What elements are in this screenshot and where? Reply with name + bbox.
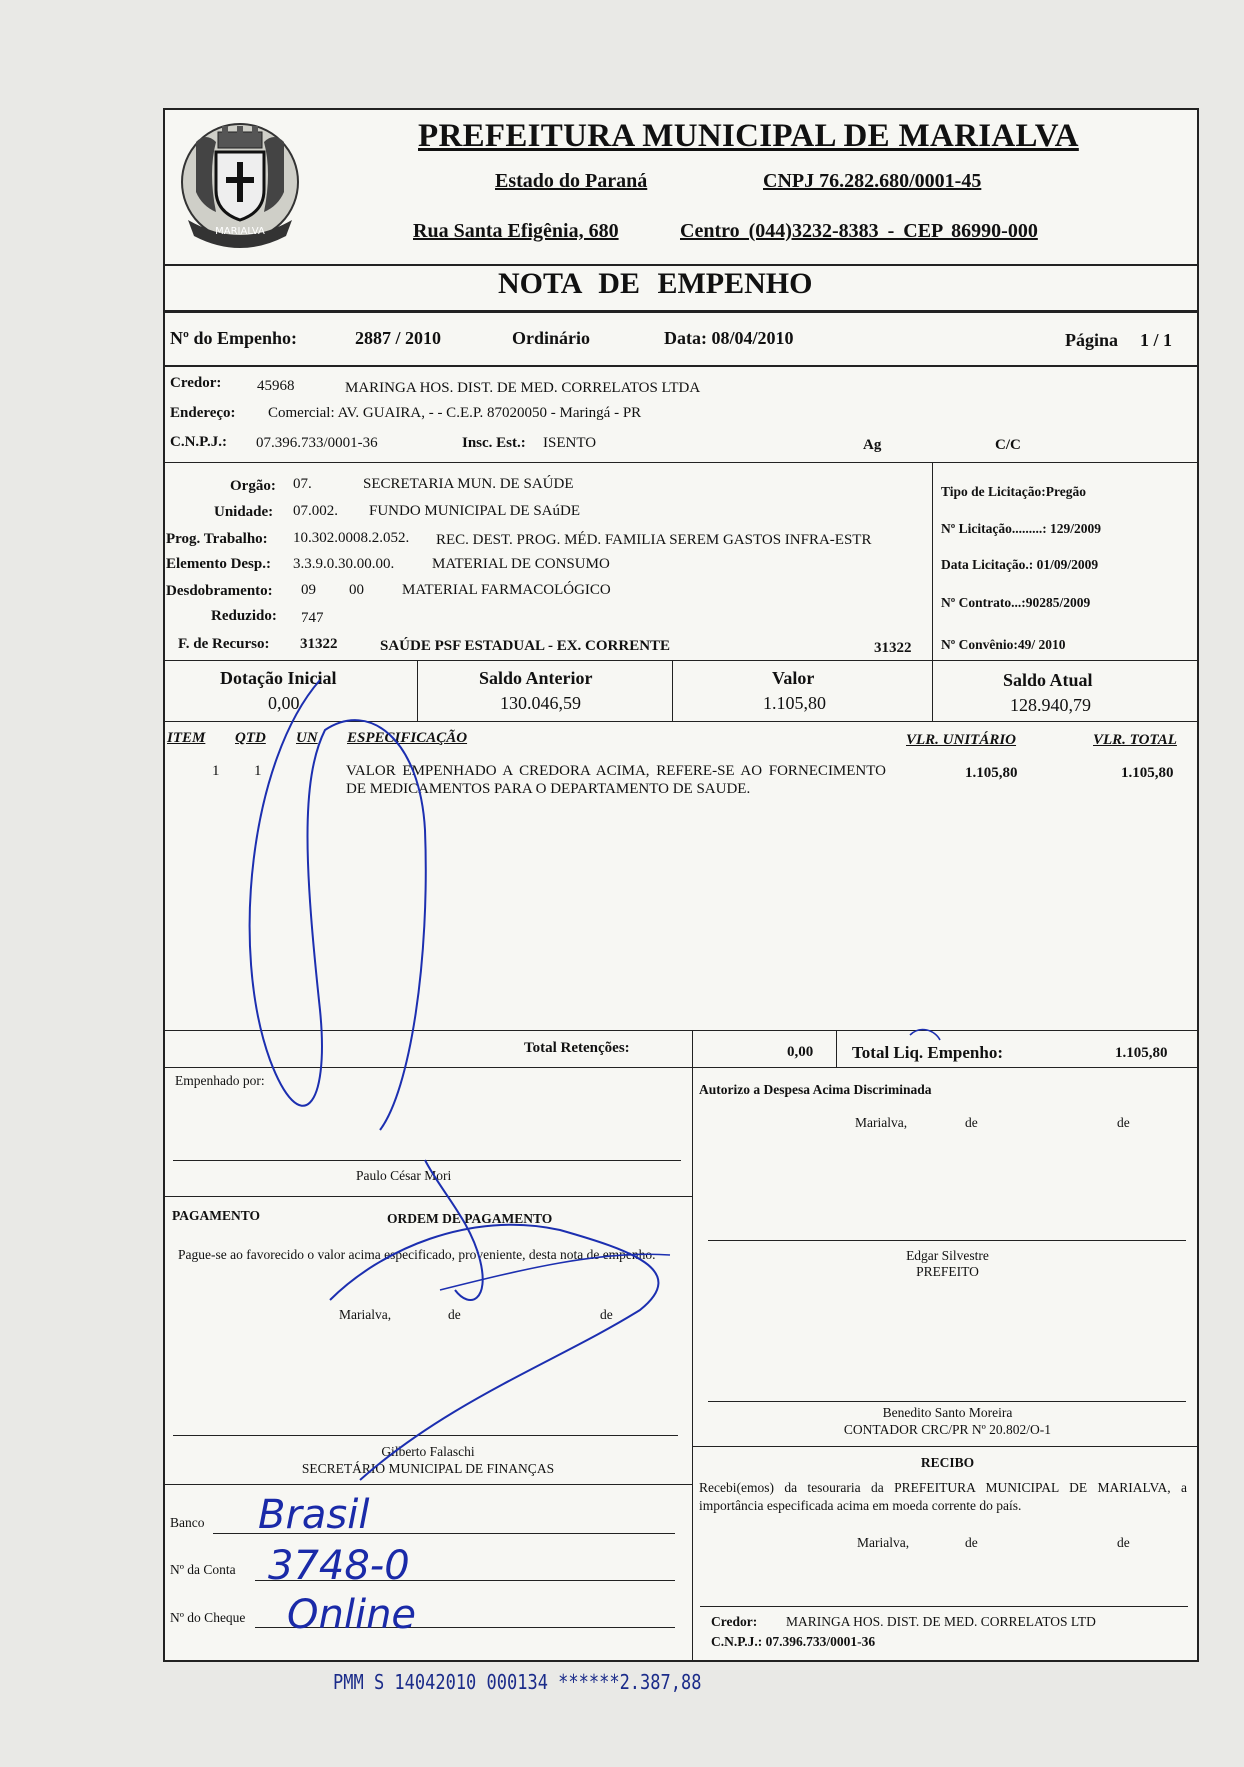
conta-label: Nº da Conta [170, 1562, 236, 1577]
licitacao-numero: Nº Licitação.........: 129/2009 [941, 521, 1102, 536]
pagamento-de-2: de [600, 1307, 613, 1322]
coat-of-arms-icon [166, 112, 314, 260]
row-item: 1 [212, 763, 220, 779]
ag-label: Ag [863, 437, 882, 453]
recurso-label: F. de Recurso: [178, 636, 270, 652]
liquido-label: Total Liq. Empenho: [852, 1043, 1003, 1062]
licitacao-data: Data Licitação.: 01/09/2009 [941, 557, 1099, 572]
unidade-label: Unidade: [214, 504, 274, 520]
orgao-label: Orgão: [230, 478, 276, 494]
prefeito-role: PREFEITO [916, 1264, 979, 1279]
conta-handwritten: 3748-0 [268, 1543, 410, 1589]
prog-name: REC. DEST. PROG. MÉD. FAMILIA SEREM GASTOS INFRA-ESTR [436, 532, 872, 548]
autorizo-de-1: de [965, 1115, 978, 1130]
org-contact: Centro (044)3232-8383 - CEP 86990-000 [680, 220, 1038, 242]
org-title: PREFEITURA MUNICIPAL DE MARIALVA [418, 118, 1079, 154]
secretario-name: Gilberto Falaschi [381, 1444, 475, 1459]
pagamento-place: Marialva, [339, 1307, 392, 1322]
pagamento-de-1: de [448, 1307, 461, 1322]
page-label: Página [1065, 330, 1119, 350]
valor-label: Valor [772, 668, 815, 688]
state-name: Estado do Paraná [495, 170, 648, 192]
elemento-label: Elemento Desp.: [166, 556, 271, 572]
col-un: UN [296, 730, 318, 746]
recibo-de-1: de [965, 1535, 978, 1550]
recurso-name: SAÚDE PSF ESTADUAL - EX. CORRENTE [380, 638, 671, 654]
licitacao-convenio: Nº Convênio:49/ 2010 [941, 637, 1066, 652]
valor-value: 1.105,80 [763, 693, 826, 713]
col-vlr-unitario: VLR. UNITÁRIO [906, 732, 1017, 748]
pagamento-label: PAGAMENTO [172, 1208, 261, 1223]
dotacao-label: Dotação Inicial [220, 668, 337, 688]
empenho-number: 2887 / 2010 [355, 328, 442, 348]
recurso-code: 31322 [300, 636, 338, 652]
banco-label: Banco [170, 1515, 205, 1530]
saldo-anterior-label: Saldo Anterior [479, 668, 593, 688]
ordem-pagamento-title: ORDEM DE PAGAMENTO [387, 1211, 553, 1226]
col-vlr-total: VLR. TOTAL [1093, 732, 1177, 748]
org-cnpj: CNPJ 76.282.680/0001-45 [763, 170, 982, 192]
recibo-place: Marialva, [857, 1535, 910, 1550]
col-qtd: QTD [235, 730, 266, 746]
retencoes-value: 0,00 [787, 1044, 814, 1060]
licitacao-contrato: Nº Contrato...:90285/2009 [941, 595, 1091, 610]
bank-stamp: PMM S 14042010 000134 ******2.387,88 [333, 1671, 702, 1695]
empenhado-label: Empenhado por: [175, 1073, 265, 1088]
elemento-name: MATERIAL DE CONSUMO [432, 556, 610, 572]
prefeito-name: Edgar Silvestre [906, 1248, 989, 1263]
insc-label: Insc. Est.: [462, 435, 526, 451]
recurso-code-2: 31322 [874, 640, 912, 656]
recibo-credor-name: MARINGA HOS. DIST. DE MED. CORRELATOS LTD [786, 1614, 1096, 1629]
contador-name: Benedito Santo Moreira [882, 1405, 1013, 1420]
empenhado-name: Paulo César Mori [356, 1168, 452, 1183]
row-especificacao: VALOR EMPENHADO A CREDORA ACIMA, REFERE-SE AO FORNECIMENTO DE MEDICAMENTOS PARA O DEPARTAMENTO DE SAUDE. [346, 763, 886, 797]
prog-label: Prog. Trabalho: [166, 531, 268, 547]
recibo-label: RECIBO [920, 1455, 975, 1470]
insc-value: ISENTO [543, 435, 597, 451]
credor-code: 45968 [257, 378, 295, 394]
orgao-name: SECRETARIA MUN. DE SAÚDE [363, 476, 574, 492]
org-address: Rua Santa Efigênia, 680 [413, 220, 619, 242]
row-vlr-unitario: 1.105,80 [965, 765, 1018, 781]
row-qtd: 1 [254, 763, 262, 779]
cnpj-label: C.N.P.J.: [170, 434, 227, 450]
liquido-value: 1.105,80 [1115, 1045, 1168, 1061]
orgao-code: 07. [293, 476, 312, 492]
elemento-code: 3.3.9.0.30.00.00. [293, 556, 395, 572]
empenho-number-label: Nº do Empenho: [170, 328, 297, 348]
unidade-name: FUNDO MUNICIPAL DE SAúDE [369, 503, 580, 519]
secretario-role: SECRETÁRIO MUNICIPAL DE FINANÇAS [301, 1461, 555, 1476]
desdobramento-label: Desdobramento: [166, 583, 273, 599]
page-number: 1 / 1 [1140, 330, 1173, 350]
desdobramento-name: MATERIAL FARMACOLÓGICO [402, 582, 611, 598]
autorizo-de-2: de [1117, 1115, 1130, 1130]
banco-handwritten: Brasil [258, 1492, 370, 1538]
document-title: NOTA DE EMPENHO [498, 267, 813, 300]
dotacao-value: 0,00 [268, 693, 300, 713]
unidade-code: 07.002. [293, 503, 338, 519]
col-item: ITEM [167, 730, 206, 746]
credor-address: Comercial: AV. GUAIRA, - - C.E.P. 87020050 - Maringá - PR [268, 405, 642, 421]
contador-role: CONTADOR CRC/PR Nº 20.802/O-1 [843, 1422, 1052, 1437]
retencoes-label: Total Retenções: [524, 1040, 630, 1056]
saldo-anterior-value: 130.046,59 [500, 693, 581, 713]
saldo-atual-label: Saldo Atual [1003, 670, 1093, 690]
cheque-handwritten: Online [287, 1592, 417, 1638]
credor-label: Credor: [170, 375, 222, 391]
crest-label: MARIALVA [215, 226, 265, 237]
pagamento-text: Pague-se ao favorecido o valor acima especificado, proveniente, desta nota de empenho. [178, 1247, 656, 1262]
recibo-de-2: de [1117, 1535, 1130, 1550]
recibo-credor-label: Credor: [711, 1614, 758, 1629]
recibo-cnpj: C.N.P.J.: 07.396.733/0001-36 [711, 1634, 876, 1649]
credor-name: MARINGA HOS. DIST. DE MED. CORRELATOS LTDA [345, 380, 701, 396]
saldo-atual-value: 128.940,79 [1010, 695, 1091, 715]
cc-label: C/C [995, 437, 1021, 453]
address-label: Endereço: [170, 405, 236, 421]
row-vlr-total: 1.105,80 [1121, 765, 1174, 781]
empenho-type: Ordinário [512, 328, 591, 348]
reduzido-value: 747 [301, 610, 324, 626]
autorizo-label: Autorizo a Despesa Acima Discriminada [699, 1082, 932, 1097]
desdobramento-code-1: 09 [301, 582, 316, 598]
empenho-date: Data: 08/04/2010 [664, 328, 794, 348]
desdobramento-code-2: 00 [349, 582, 364, 598]
prog-code: 10.302.0008.2.052. [293, 530, 410, 546]
reduzido-label: Reduzido: [211, 608, 277, 624]
col-especificacao: ESPECIFICAÇÃO [347, 730, 468, 746]
autorizo-place: Marialva, [855, 1115, 908, 1130]
cheque-label: Nº do Cheque [170, 1610, 246, 1625]
licitacao-tipo: Tipo de Licitação:Pregão [941, 484, 1086, 499]
credor-cnpj: 07.396.733/0001-36 [256, 435, 378, 451]
recibo-text: Recebi(emos) da tesouraria da PREFEITURA MUNICIPAL DE MARIALVA, a importância especificada acima em moeda corrente do país. [699, 1480, 1187, 1513]
